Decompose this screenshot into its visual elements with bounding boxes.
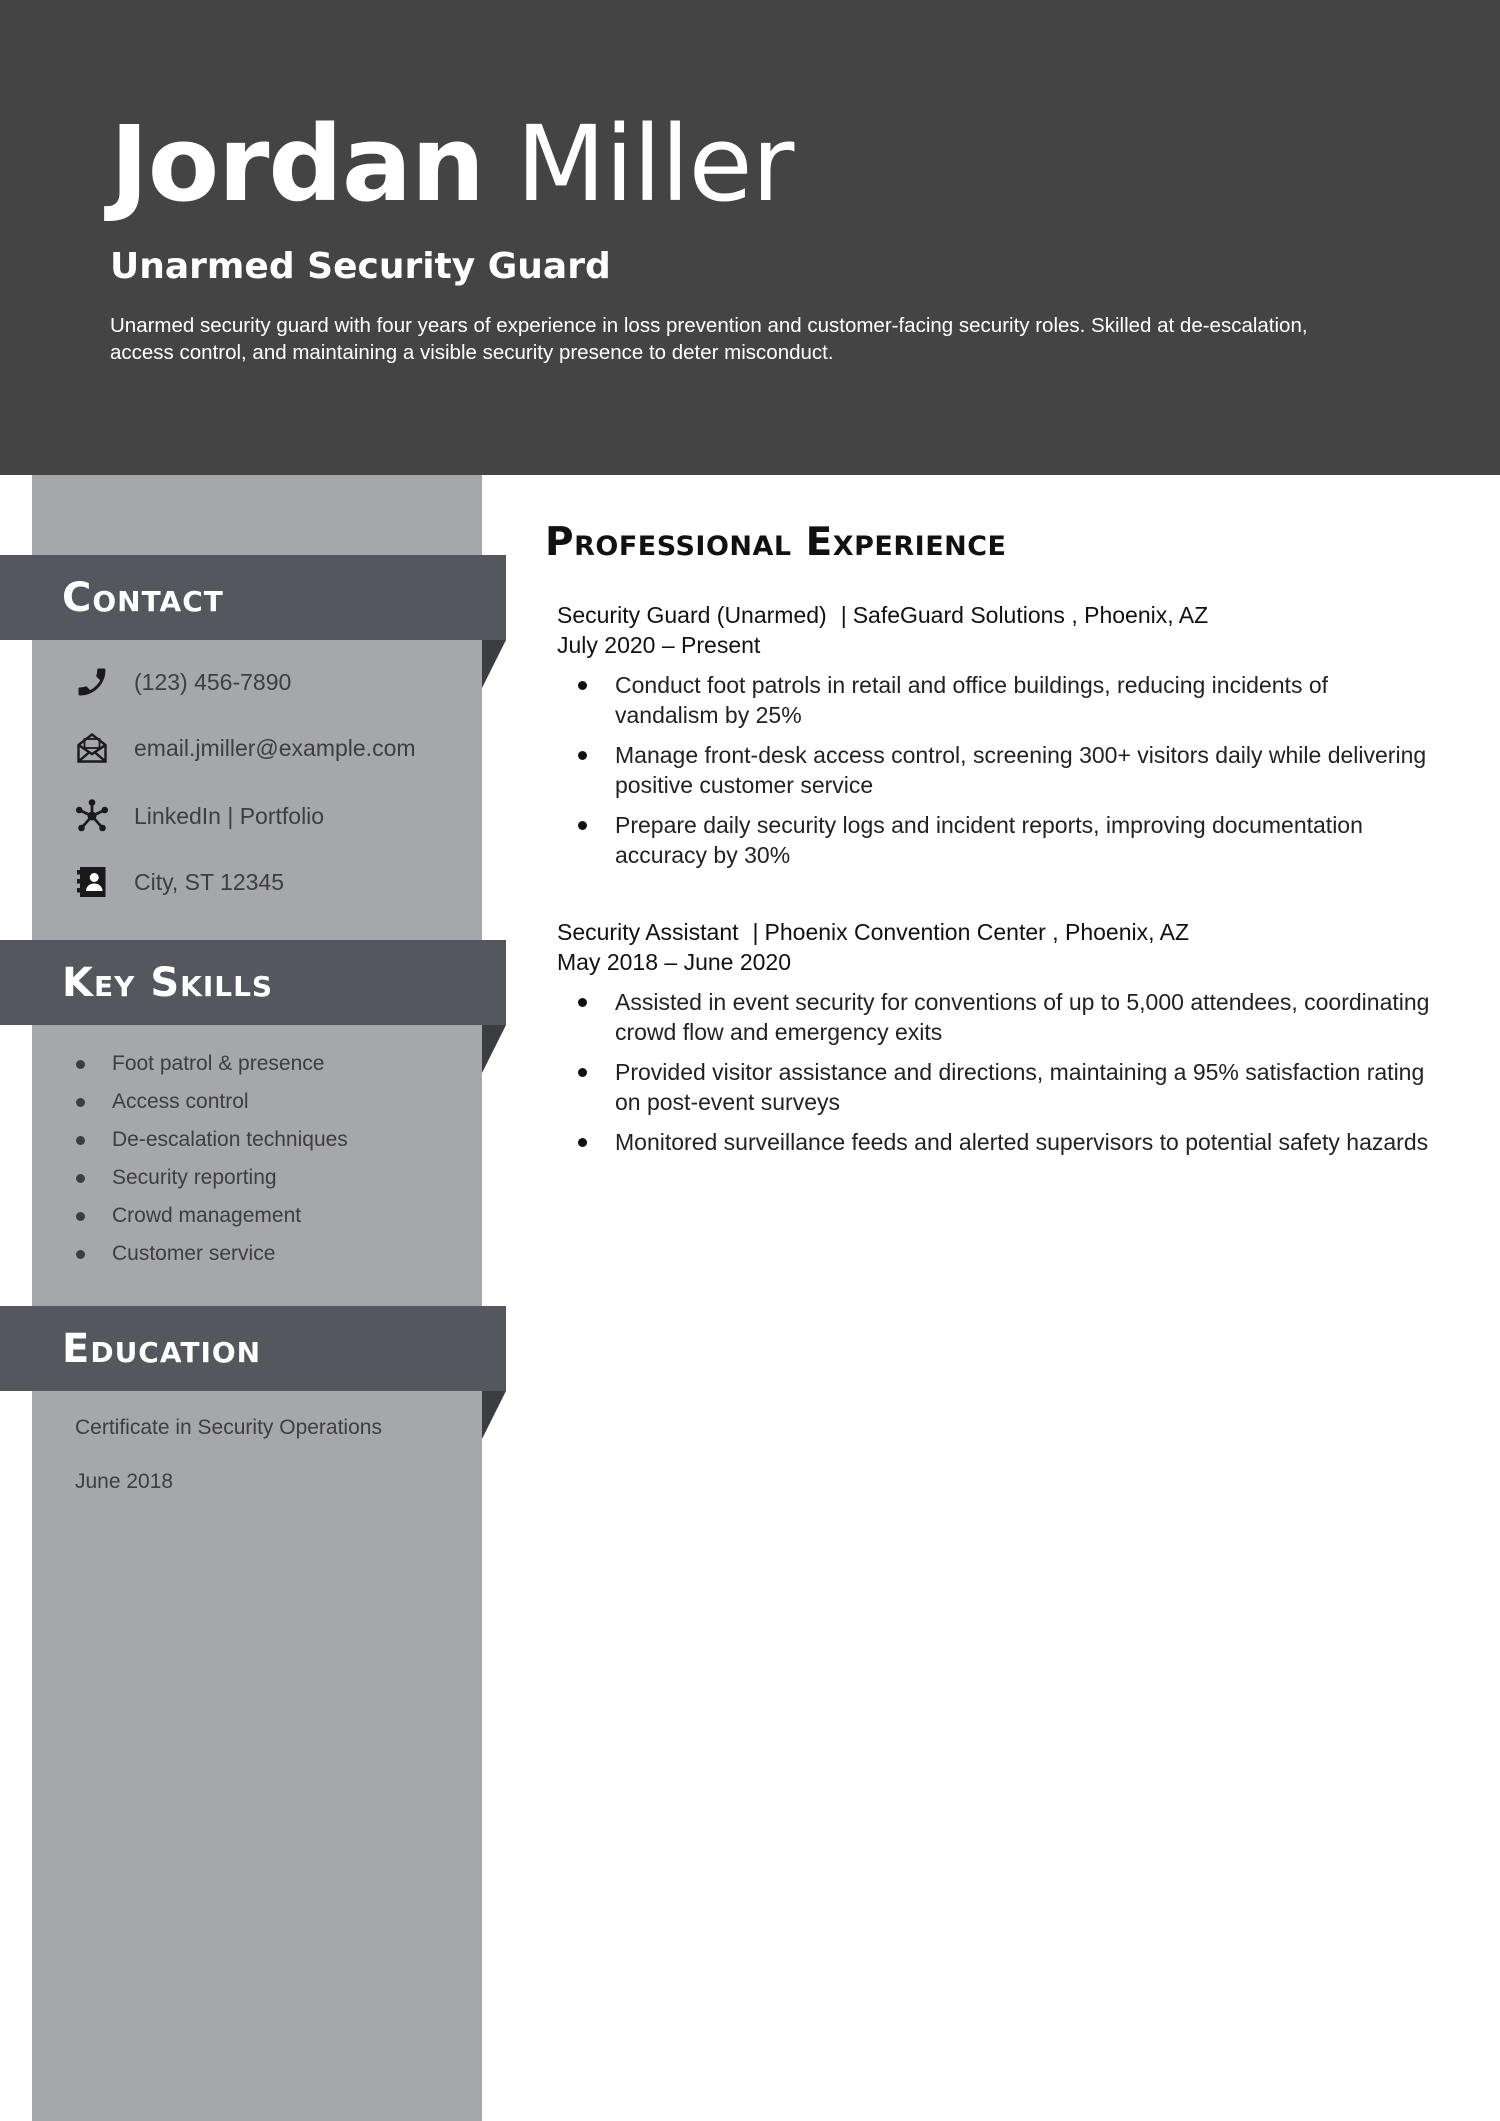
envelope-icon bbox=[72, 728, 112, 768]
job-bullet: Assisted in event security for conventions of up to 5,000 attendees, coordinating crowd flow and emergency exits bbox=[557, 987, 1437, 1047]
job-bullet: Provided visitor assistance and directions, maintaining a 95% satisfaction rating on post-event surveys bbox=[557, 1057, 1437, 1117]
job-bullets bbox=[557, 670, 1437, 870]
email-address: email.jmiller@example.com bbox=[134, 734, 416, 761]
contact-address[interactable] bbox=[72, 862, 284, 902]
job-separator: | bbox=[840, 602, 847, 628]
skills-band-fold bbox=[482, 1025, 506, 1073]
experience-heading: Professional Experience bbox=[545, 520, 1007, 565]
skill-item: Foot patrol & presence bbox=[72, 1045, 348, 1083]
job-separator: | bbox=[752, 919, 759, 945]
last-name: Miller bbox=[516, 103, 794, 225]
skills-heading-band bbox=[0, 940, 506, 1025]
phone-icon bbox=[72, 662, 112, 702]
profile-summary: Unarmed security guard with four years of experience in loss prevention and customer-facing security roles. Skilled at de-escalation, access control, and maintaining a visible security presence to deter misconduct. bbox=[110, 314, 1308, 364]
job-bullet: Conduct foot patrols in retail and office buildings, reducing incidents of vandalism by 25% bbox=[557, 670, 1437, 730]
job-role: Security Guard (Unarmed) bbox=[557, 602, 827, 628]
education-degree: Certificate in Security Operations bbox=[75, 1416, 382, 1439]
network-icon bbox=[72, 796, 112, 836]
job-role: Security Assistant bbox=[557, 919, 739, 945]
education-heading-band bbox=[0, 1306, 506, 1391]
skill-item: Customer service bbox=[72, 1235, 348, 1273]
address-book-icon bbox=[72, 862, 112, 902]
job-entry bbox=[557, 917, 1437, 1167]
linkedin-portfolio: LinkedIn | Portfolio bbox=[134, 802, 325, 829]
phone-number: (123) 456-7890 bbox=[134, 668, 292, 695]
job-bullet: Prepare daily security logs and incident reports, improving documentation accuracy by 30% bbox=[557, 810, 1437, 870]
contact-links[interactable] bbox=[72, 796, 324, 836]
education-date: June 2018 bbox=[75, 1470, 174, 1493]
job-header bbox=[557, 917, 1437, 947]
skills-heading: Key Skills bbox=[62, 960, 274, 1006]
skill-item: Access control bbox=[72, 1083, 348, 1121]
first-name: Jordan bbox=[110, 103, 485, 225]
job-dates: May 2018 – June 2020 bbox=[557, 949, 792, 975]
skill-item: De-escalation techniques bbox=[72, 1121, 348, 1159]
contact-email[interactable] bbox=[72, 728, 416, 768]
contact-phone[interactable] bbox=[72, 662, 291, 702]
job-title: Unarmed Security Guard bbox=[110, 246, 611, 287]
job-header bbox=[557, 600, 1437, 630]
education-band-fold bbox=[482, 1391, 506, 1439]
sidebar bbox=[32, 475, 482, 2121]
main-content bbox=[545, 520, 1445, 565]
job-company: SafeGuard Solutions , Phoenix, AZ bbox=[852, 602, 1209, 628]
candidate-name bbox=[110, 103, 794, 225]
education-heading: Education bbox=[62, 1326, 262, 1372]
job-bullet: Monitored surveillance feeds and alerted supervisors to potential safety hazards bbox=[557, 1127, 1437, 1157]
skill-item: Crowd management bbox=[72, 1197, 348, 1235]
job-bullet: Manage front-desk access control, screening 300+ visitors daily while delivering positive customer service bbox=[557, 740, 1437, 800]
contact-band-fold bbox=[482, 640, 506, 688]
job-bullets bbox=[557, 987, 1437, 1157]
skill-item: Security reporting bbox=[72, 1159, 348, 1197]
skills-list bbox=[72, 1045, 348, 1273]
contact-heading: Contact bbox=[62, 575, 224, 621]
contact-heading-band bbox=[0, 555, 506, 640]
job-company: Phoenix Convention Center , Phoenix, AZ bbox=[764, 919, 1189, 945]
city-state: City, ST 12345 bbox=[134, 868, 285, 895]
header-banner bbox=[0, 0, 1500, 475]
job-entry bbox=[557, 600, 1437, 880]
job-dates: July 2020 – Present bbox=[557, 632, 761, 658]
